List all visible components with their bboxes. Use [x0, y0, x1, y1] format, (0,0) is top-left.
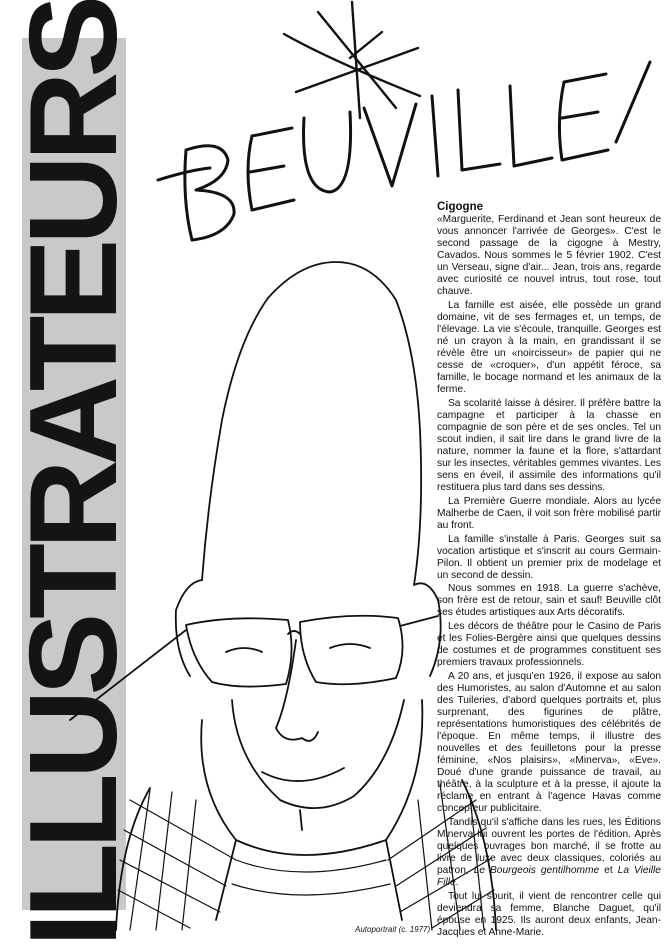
article-paragraph: Nous sommes en 1918. La guerre s'achève, son frère est de retour, sain et sauf! Beuville clôt ses études artistiques aux Arts décoratifs.: [437, 583, 661, 619]
article-paragraph-text: Tandis qu'il s'affiche dans les rues, les Éditions Minerva lui ouvrent les portes de l'édition. Après quelques ouvrages bon marché, il se frotte au livre de luxe avec deux classiques, coloriés au patron,: [437, 817, 661, 877]
article-paragraph: [437, 817, 661, 889]
article-paragraph: Sa scolarité laisse à désirer. Il préfère battre la campagne et participer à la chasse en compagnie de son père et de ses oncles. Tel un scout indien, il sait lire dans le grand livre de la nature, nommer la faune et la flore, s'attardant sur les insectes, véritables gemmes vivantes. Les sens en éveil, il assimile des informations qu'il restituera plus tard dans ses dessins.: [437, 397, 661, 494]
sentence-end: .: [455, 877, 459, 889]
article-paragraph: La famille est aisée, elle possède un grand domaine, vit de ses fermages et, un temps, de l'élevage. La vie s'écoule, tranquille. Georges est né un crayon à la main, en grandissant il se révèle être un «noircisseur» de papier qui ne cesse de «croquer», d'un appétit féroce, sa famille, le bocage normand et les animaux de la ferme.: [437, 299, 661, 396]
article-paragraph: La famille s'installe à Paris. Georges suit sa vocation artistique et s'inscrit au cours Germain-Pilon. Il obtient un premier prix de modelage et un second de dessin.: [437, 533, 661, 581]
portrait-caption: Autoportrait (c. 1977): [355, 925, 431, 934]
book-title: La Vieille Fille: [437, 865, 661, 889]
article-paragraph: Tout lui sourit, il vient de rencontrer celle qui deviendra sa femme, Blanche Daguet, qu'il épouse en 1925. Ils auront deux enfants, Jean-Jacques et Anne-Marie.: [437, 890, 661, 939]
star-doodle: [284, 2, 420, 118]
book-title: Le Bourgeois gentilhomme: [473, 865, 600, 877]
section-title: ILLUSTRATEURS: [5, 0, 143, 948]
article-paragraph: A 20 ans, et jusqu'en 1926, il expose au salon des Humoristes, au salon d'Automne et au salon des Tuileries, d'abord quelques portraits et, plus surprenant, des figurines de plâtre, représentations humoristiques des célébrités de l'époque. En même temps, il illustre des nouvelles et des feuilletons pour la presse féminine, «Nos plaisirs», «Minerva», «Eve». Doué d'une grande puissance de travail, au théâtre, à la sculpture et à la presse, il ajoute la réclame en entrant à l'agence Havas comme concepteur publicitaire.: [437, 670, 661, 815]
article-paragraph: «Marguerite, Ferdinand et Jean sont heureux de vous annoncer l'arrivée de Georges». C'est le second passage de la cigogne à Mestry, Cavados. Nous sommes le 5 février 1902. C'est un Verseau, signe d'air... Jean, trois ans, regarde avec curiosité ce nouvel intrus, tout rose, tout chauve.: [437, 214, 661, 298]
article-paragraph: La Première Guerre mondiale. Alors au lycée Malherbe de Caen, il voit son frère mobilisé partir au front.: [437, 495, 661, 531]
connector-text: et: [599, 865, 618, 877]
article-paragraph: Les décors de théâtre pour le Casino de Paris et les Folies-Bergère ainsi que quelques dessins de costumes et de programmes constituent ses premiers travaux professionnels.: [437, 621, 661, 669]
article-heading: Cigogne: [437, 201, 483, 213]
article-column: [437, 201, 661, 941]
